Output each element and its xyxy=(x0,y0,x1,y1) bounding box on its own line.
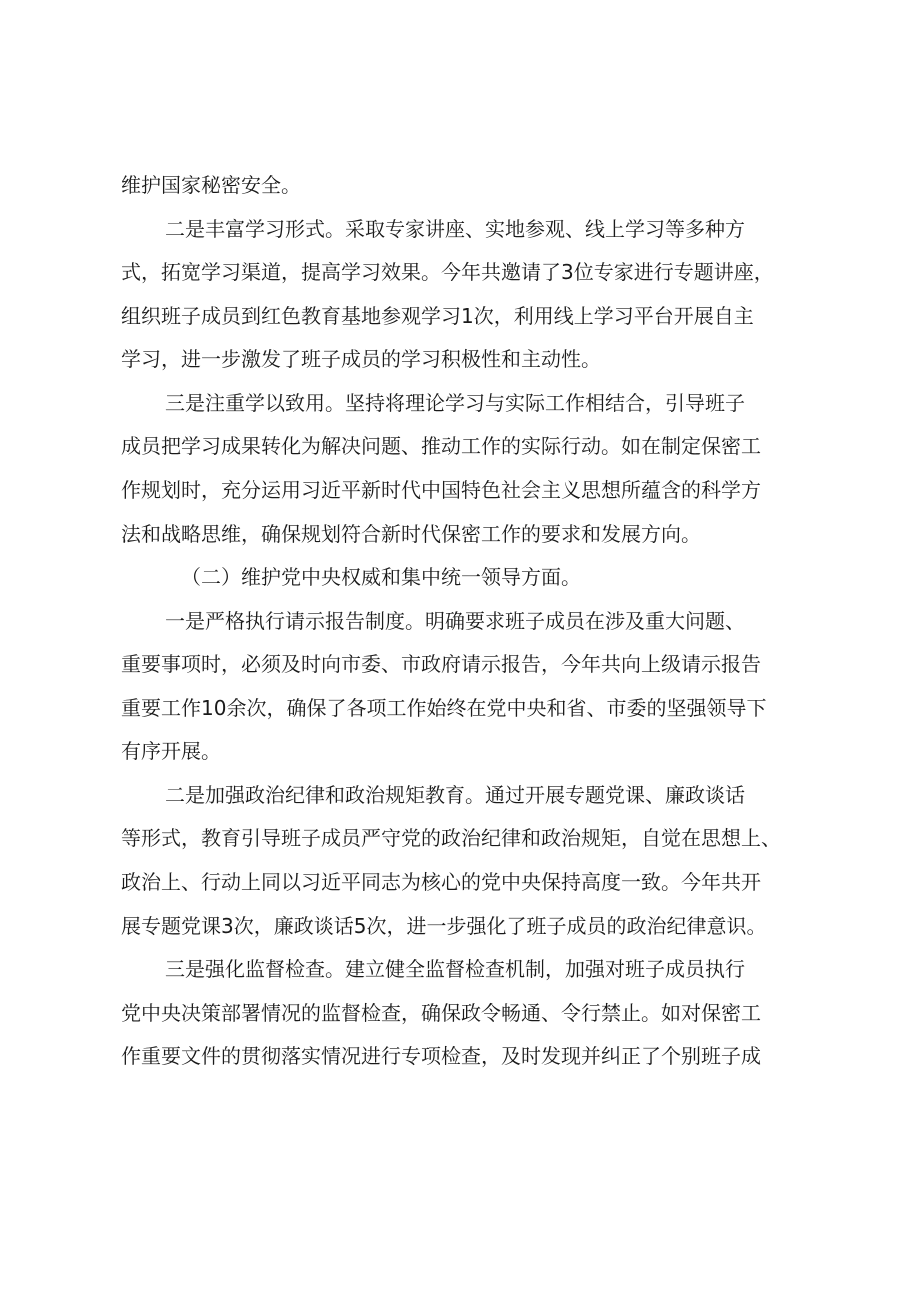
line-text: 作重要文件的贯彻落实情况进行专项检查，及时发现并纠正了个别班子成 xyxy=(121,1044,761,1068)
line-text: 有序开展。 xyxy=(121,739,221,763)
text-line xyxy=(0,252,920,292)
line-text: 二是丰富学习形式。采取专家讲座、实地参观、线上学习等多种方 xyxy=(165,217,745,241)
text-line xyxy=(0,296,920,336)
text-line xyxy=(0,470,920,510)
section-heading xyxy=(0,557,920,597)
line-text: 作规划时，充分运用习近平新时代中国特色社会主义思想所蕴含的科学方 xyxy=(121,478,761,502)
text-line xyxy=(0,426,920,466)
text-line xyxy=(0,165,920,205)
text-line xyxy=(0,688,920,728)
text-line xyxy=(0,906,920,946)
text-line xyxy=(0,209,920,249)
line-text: （二）维护党中央权威和集中统一领导方面。 xyxy=(181,565,581,589)
text-line xyxy=(0,383,920,423)
line-text: 成员把学习成果转化为解决问题、推动工作的实际行动。如在制定保密工 xyxy=(121,434,761,458)
line-text: 展专题党课3次，廉政谈话5次，进一步强化了班子成员的政治纪律意识。 xyxy=(121,914,767,938)
text-line xyxy=(0,339,920,379)
text-line xyxy=(0,949,920,989)
line-text: 学习，进一步激发了班子成员的学习积极性和主动性。 xyxy=(121,347,601,371)
line-text: 二是加强政治纪律和政治规矩教育。通过开展专题党课、廉政谈话 xyxy=(165,783,745,807)
line-text: 三是强化监督检查。建立健全监督检查机制，加强对班子成员执行 xyxy=(165,957,745,981)
line-text: 法和战略思维，确保规划符合新时代保密工作的要求和发展方向。 xyxy=(121,522,701,546)
text-line xyxy=(0,514,920,554)
line-text: 组织班子成员到红色教育基地参观学习1次，利用线上学习平台开展自主 xyxy=(121,304,754,328)
line-text: 党中央决策部署情况的监督检查，确保政令畅通、令行禁止。如对保密工 xyxy=(121,1001,761,1025)
line-text: 式，拓宽学习渠道，提高学习效果。今年共邀请了3位专家进行专题讲座， xyxy=(121,260,774,284)
text-line xyxy=(0,993,920,1033)
line-text: 维护国家秘密安全。 xyxy=(121,173,301,197)
text-line xyxy=(0,731,920,771)
text-line xyxy=(0,1036,920,1076)
line-text: 政治上、行动上同以习近平同志为核心的党中央保持高度一致。今年共开 xyxy=(121,870,761,894)
text-line xyxy=(0,775,920,815)
text-line xyxy=(0,818,920,858)
line-text: 等形式，教育引导班子成员严守党的政治纪律和政治规矩，自觉在思想上、 xyxy=(121,826,781,850)
line-text: 三是注重学以致用。坚持将理论学习与实际工作相结合，引导班子 xyxy=(165,391,745,415)
text-line xyxy=(0,862,920,902)
text-line xyxy=(0,644,920,684)
text-line xyxy=(0,601,920,641)
line-text: 重要工作10余次，确保了各项工作始终在党中央和省、市委的坚强领导下 xyxy=(121,696,767,720)
line-text: 一是严格执行请示报告制度。明确要求班子成员在涉及重大问题、 xyxy=(165,609,745,633)
line-text: 重要事项时，必须及时向市委、市政府请示报告，今年共向上级请示报告 xyxy=(121,652,761,676)
